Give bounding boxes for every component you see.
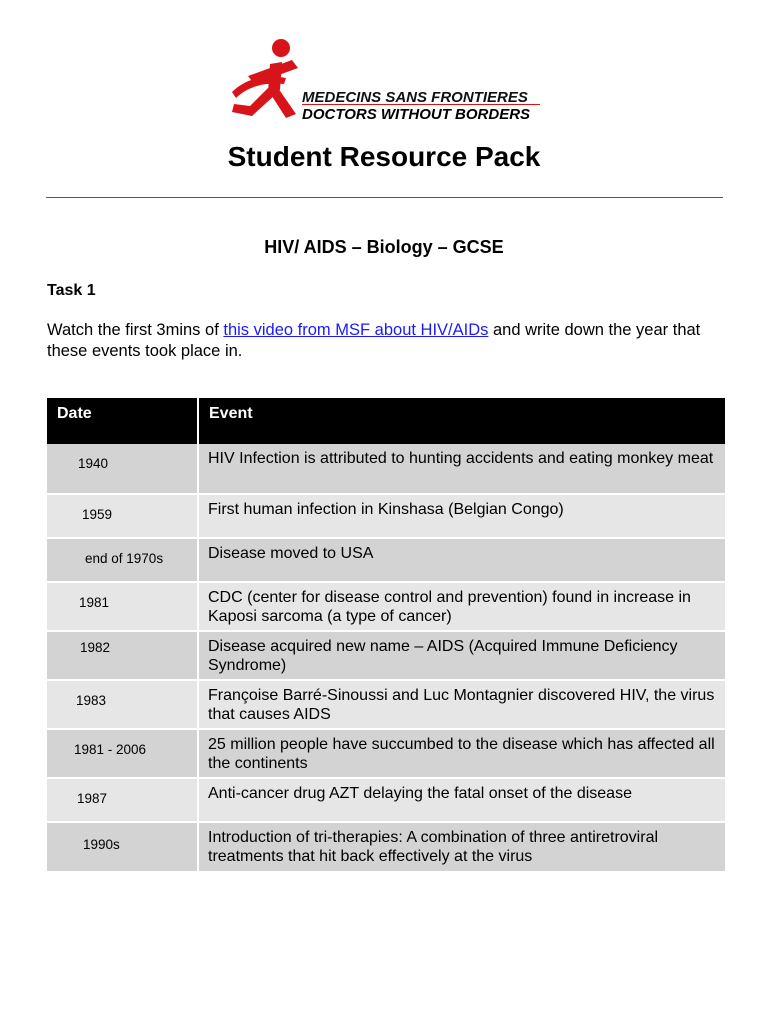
table-row [47,444,725,494]
row-event: Introduction of tri-therapies: A combination of three antiretroviral treatments that hit back effectively at the virus [198,822,725,872]
row-event: First human infection in Kinshasa (Belgian Congo) [198,494,725,538]
row-event: Disease moved to USA [198,538,725,582]
msf-video-link[interactable]: this video from MSF about HIV/AIDs [223,321,489,339]
table-header-row [47,398,725,444]
table-row [47,631,725,680]
row-event: Anti-cancer drug AZT delaying the fatal onset of the disease [198,778,725,822]
row-date: 1990s [47,822,198,872]
table-row [47,494,725,538]
table-row [47,778,725,822]
row-event: Disease acquired new name – AIDS (Acquired Immune Deficiency Syndrome) [198,631,725,680]
header-date: Date [47,398,198,444]
title-divider [46,197,723,198]
page-subtitle: HIV/ AIDS – Biology – GCSE [264,237,504,257]
row-event: HIV Infection is attributed to hunting accidents and eating monkey meat [198,444,725,494]
page-title: Student Resource Pack [227,141,541,172]
row-date: 1982 [47,631,198,680]
row-date: 1981 - 2006 [47,729,198,778]
row-date: 1981 [47,582,198,631]
logo-text-english: DOCTORS WITHOUT BORDERS [302,106,531,123]
row-date: 1987 [47,778,198,822]
intro-text-before: Watch the first 3mins of [47,321,224,339]
events-table [47,398,725,873]
header-event: Event [198,398,725,444]
row-event: CDC (center for disease control and prevention) found in increase in Kaposi sarcoma (a type of cancer) [198,582,725,631]
table-row [47,729,725,778]
table-row [47,582,725,631]
row-event: 25 million people have succumbed to the disease which has affected all the continents [198,729,725,778]
row-event: Françoise Barré-Sinoussi and Luc Montagnier discovered HIV, the virus that causes AIDS [198,680,725,729]
task-instructions [47,320,727,362]
task-heading: Task 1 [47,282,96,299]
row-date: 1959 [47,494,198,538]
row-date: 1983 [47,680,198,729]
intro-text-after: and write down the year that these events took place in. [47,321,701,360]
msf-logo [226,34,546,124]
table-row [47,822,725,872]
row-date: end of 1970s [47,538,198,582]
table-row [47,538,725,582]
logo-text-french: MEDECINS SANS FRONTIERES [302,89,528,106]
row-date: 1940 [47,444,198,494]
table-row [47,680,725,729]
